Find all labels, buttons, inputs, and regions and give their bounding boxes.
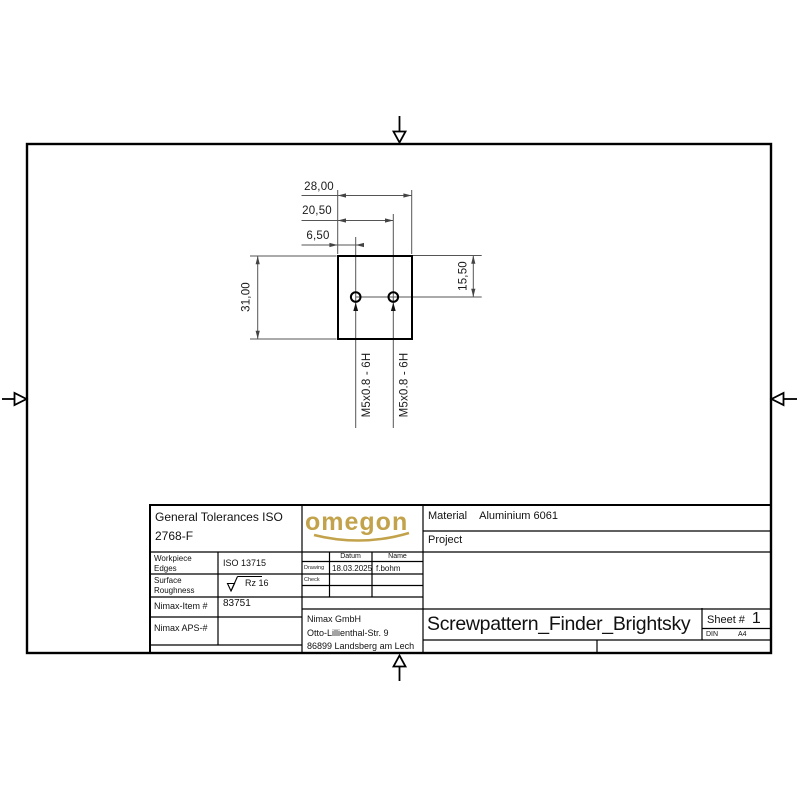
- nimax-aps-label: Nimax APS-#: [154, 623, 208, 633]
- workpiece-edges-value: ISO 13715: [223, 558, 267, 568]
- dim-label-hole2-x: 20,50: [302, 205, 332, 217]
- material-value: Aluminium 6061: [479, 510, 558, 522]
- dim-label-hole1-x: 6,50: [306, 230, 330, 242]
- centering-mark-top: [394, 116, 406, 143]
- approval-row-check-label: Check: [304, 577, 320, 583]
- thread-leader-arrows: [353, 303, 395, 312]
- thread-label-right: M5x0.8 - 6H: [398, 352, 411, 418]
- dimension-arrows: [256, 193, 476, 339]
- sheet-box: [707, 610, 761, 628]
- sheet-number: 1: [751, 610, 761, 627]
- drawing-title: Screwpattern_Finder_Brightsky: [427, 613, 691, 635]
- surface-roughness-value: Rz 16: [245, 578, 269, 588]
- company-address-line1: Nimax GmbH: [307, 614, 362, 624]
- approval-row-drawing-label: Drawing: [304, 565, 325, 571]
- workpiece-edges-label: Workpiece Edges: [154, 554, 192, 573]
- centering-mark-left: [2, 393, 27, 405]
- project-label: Project: [428, 534, 463, 546]
- general-tolerances: General Tolerances ISO 2768-F: [155, 510, 283, 543]
- company-address-line3: 86899 Landsberg am Lech: [307, 641, 415, 651]
- nimax-item-label: Nimax-Item #: [154, 601, 208, 611]
- centering-mark-right: [772, 393, 798, 405]
- dim-label-total-height: 31,00: [240, 282, 253, 312]
- approval-row-drawing-date: 18.03.2025: [332, 564, 373, 573]
- approval-row-drawing-name: f.bohm: [376, 564, 401, 573]
- sheet-label: Sheet #: [707, 614, 745, 626]
- din-label: DIN: [706, 631, 719, 638]
- company-address-line2: Otto-Lillienthal-Str. 9: [307, 627, 389, 638]
- dim-label-total-width: 28,00: [304, 181, 334, 193]
- material-label: Material: [428, 510, 468, 522]
- omegon-logo: omegon: [305, 508, 409, 536]
- approval-datum-header: Datum: [340, 553, 361, 560]
- approval-name-header: Name: [388, 553, 407, 560]
- din-size: A4: [738, 631, 747, 638]
- thread-label-left: M5x0.8 - 6H: [361, 352, 373, 418]
- material-row: [428, 510, 558, 522]
- dim-label-hole-y: 15,50: [457, 261, 470, 291]
- nimax-item-value: 83751: [223, 598, 251, 609]
- centering-mark-bottom: [394, 656, 406, 682]
- surface-roughness-label: Surface Roughness: [154, 576, 195, 595]
